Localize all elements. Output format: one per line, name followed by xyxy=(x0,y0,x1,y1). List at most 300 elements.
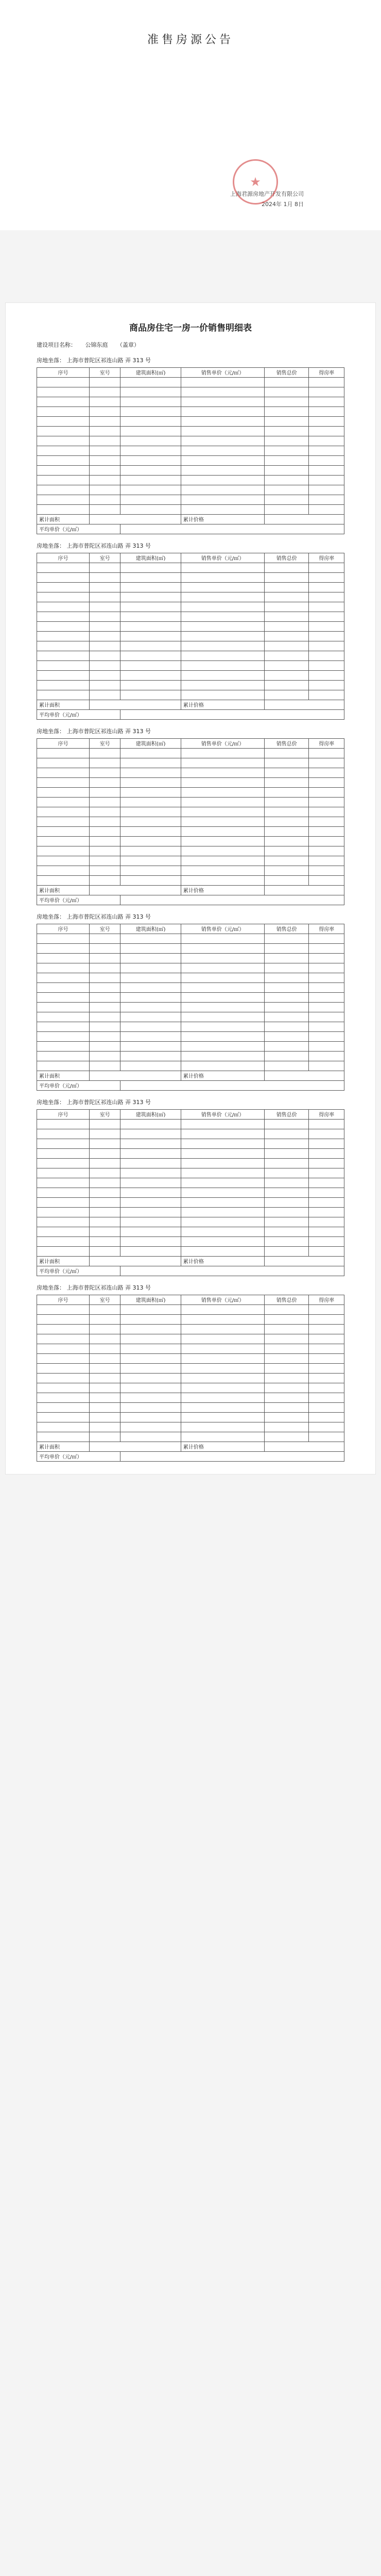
table-cell xyxy=(309,416,344,426)
column-header: 室号 xyxy=(89,1109,120,1119)
table-row xyxy=(37,768,344,777)
table-cell xyxy=(89,1129,120,1139)
table-cell xyxy=(265,426,309,436)
table-cell xyxy=(181,758,264,768)
table-cell xyxy=(265,1168,309,1178)
table-cell xyxy=(89,377,120,387)
table-cell xyxy=(37,1022,90,1031)
summary-cell xyxy=(89,1256,181,1266)
table-cell xyxy=(120,1236,181,1246)
table-row xyxy=(37,670,344,680)
table-cell xyxy=(181,856,264,866)
table-cell xyxy=(265,406,309,416)
table-cell xyxy=(37,592,90,602)
table-row xyxy=(37,690,344,700)
table-cell xyxy=(89,1002,120,1012)
table-cell xyxy=(89,1393,120,1402)
column-header: 建筑面积(㎡) xyxy=(120,553,181,563)
table-cell xyxy=(265,475,309,485)
table-row xyxy=(37,826,344,836)
price-table xyxy=(37,738,344,905)
table-cell xyxy=(89,397,120,406)
table-row xyxy=(37,426,344,436)
column-header: 销售单价（元/㎡） xyxy=(181,1295,264,1304)
table-cell xyxy=(309,963,344,973)
column-header: 销售单价（元/㎡） xyxy=(181,924,264,934)
table-row xyxy=(37,1139,344,1148)
table-cell xyxy=(181,475,264,485)
table-cell xyxy=(37,1227,90,1236)
table-cell xyxy=(181,631,264,641)
table-cell xyxy=(309,631,344,641)
summary-row xyxy=(37,514,344,524)
summary-cell: 累计面积 xyxy=(37,700,90,709)
column-header: 销售总价 xyxy=(265,738,309,748)
table-cell xyxy=(89,1402,120,1412)
table-cell xyxy=(37,953,90,963)
table-cell xyxy=(309,768,344,777)
table-row xyxy=(37,1227,344,1236)
table-row xyxy=(37,1422,344,1432)
price-table xyxy=(37,1109,344,1276)
table-cell xyxy=(181,846,264,856)
table-cell xyxy=(37,807,90,817)
table-cell xyxy=(265,953,309,963)
table-row xyxy=(37,397,344,406)
table-cell xyxy=(181,563,264,572)
table-cell xyxy=(181,1002,264,1012)
table-cell xyxy=(265,465,309,475)
table-cell xyxy=(120,1188,181,1197)
table-cell xyxy=(89,1432,120,1442)
table-row xyxy=(37,943,344,953)
table-cell xyxy=(181,1217,264,1227)
building-address: 房地坐落： 上海市普陀区祁连山路 弄 313 号 xyxy=(37,542,151,549)
table-cell xyxy=(265,748,309,758)
table-cell xyxy=(265,836,309,846)
table-cell xyxy=(265,602,309,612)
table-cell xyxy=(181,1119,264,1129)
table-cell xyxy=(120,563,181,572)
table-cell xyxy=(309,787,344,797)
table-cell xyxy=(37,416,90,426)
table-cell xyxy=(265,1373,309,1383)
table-cell xyxy=(37,1207,90,1217)
table-cell xyxy=(181,1324,264,1334)
column-header: 销售单价（元/㎡） xyxy=(181,1109,264,1119)
table-cell xyxy=(309,807,344,817)
column-header: 建筑面积(㎡) xyxy=(120,924,181,934)
table-cell xyxy=(309,758,344,768)
table-cell xyxy=(89,1344,120,1353)
summary-cell: 累计面积 xyxy=(37,1442,90,1451)
table-cell xyxy=(265,1412,309,1422)
table-cell xyxy=(265,1188,309,1197)
table-cell xyxy=(89,670,120,680)
table-cell xyxy=(89,612,120,621)
table-cell xyxy=(37,963,90,973)
table-cell xyxy=(181,660,264,670)
table-cell xyxy=(37,563,90,572)
table-cell xyxy=(89,387,120,397)
table-cell xyxy=(309,1422,344,1432)
table-cell xyxy=(181,465,264,475)
table-cell xyxy=(89,1207,120,1217)
table-cell xyxy=(37,621,90,631)
average-row xyxy=(37,895,344,905)
table-cell xyxy=(37,1119,90,1129)
table-cell xyxy=(120,660,181,670)
table-cell xyxy=(89,690,120,700)
table-cell xyxy=(265,504,309,514)
table-cell xyxy=(120,1432,181,1442)
table-row xyxy=(37,807,344,817)
table-cell xyxy=(265,963,309,973)
table-cell xyxy=(37,1304,90,1314)
table-cell xyxy=(120,592,181,602)
table-cell xyxy=(120,1324,181,1334)
table-row xyxy=(37,777,344,787)
summary-cell: 累计价格 xyxy=(181,700,264,709)
table-cell xyxy=(120,836,181,846)
table-cell xyxy=(89,1412,120,1422)
table-cell xyxy=(265,397,309,406)
table-cell xyxy=(265,1236,309,1246)
table-row xyxy=(37,651,344,660)
table-cell xyxy=(265,943,309,953)
table-cell xyxy=(309,1061,344,1071)
table-cell xyxy=(37,1314,90,1324)
table-cell xyxy=(181,1129,264,1139)
table-cell xyxy=(89,1051,120,1061)
table-row xyxy=(37,748,344,758)
table-row xyxy=(37,963,344,973)
table-row xyxy=(37,406,344,416)
table-cell xyxy=(309,826,344,836)
table-cell xyxy=(37,1393,90,1402)
table-cell xyxy=(120,1363,181,1373)
table-cell xyxy=(309,1197,344,1207)
table-row xyxy=(37,446,344,455)
table-cell xyxy=(309,1236,344,1246)
table-row xyxy=(37,572,344,582)
table-cell xyxy=(89,406,120,416)
table-cell xyxy=(37,377,90,387)
sign-company: 上海君源房地产开发有限公司 xyxy=(230,191,304,197)
table-cell xyxy=(37,1353,90,1363)
table-cell xyxy=(37,1217,90,1227)
table-cell xyxy=(120,748,181,758)
table-cell xyxy=(120,690,181,700)
table-cell xyxy=(265,1334,309,1344)
table-cell xyxy=(181,953,264,963)
table-cell xyxy=(181,1012,264,1022)
table-cell xyxy=(89,1031,120,1041)
table-cell xyxy=(309,446,344,455)
average-value xyxy=(120,1080,344,1090)
table-cell xyxy=(265,1119,309,1129)
table-cell xyxy=(89,934,120,943)
table-cell xyxy=(309,406,344,416)
column-header: 室号 xyxy=(89,553,120,563)
table-cell xyxy=(265,436,309,446)
table-cell xyxy=(309,1041,344,1051)
table-cell xyxy=(120,973,181,982)
table-row xyxy=(37,1158,344,1168)
table-cell xyxy=(309,1119,344,1129)
table-cell xyxy=(89,1353,120,1363)
table-cell xyxy=(309,1139,344,1148)
table-cell xyxy=(37,1012,90,1022)
notice-body xyxy=(77,62,304,176)
table-cell xyxy=(181,943,264,953)
table-cell xyxy=(120,1422,181,1432)
table-cell xyxy=(309,1168,344,1178)
table-cell xyxy=(265,1402,309,1412)
summary-cell: 累计价格 xyxy=(181,1071,264,1080)
table-cell xyxy=(309,797,344,807)
column-header: 得房率 xyxy=(309,367,344,377)
table-cell xyxy=(309,621,344,631)
table-cell xyxy=(265,641,309,651)
table-cell xyxy=(265,660,309,670)
summary-cell xyxy=(265,700,344,709)
table-cell xyxy=(37,817,90,826)
table-cell xyxy=(120,1119,181,1129)
table-row xyxy=(37,1119,344,1129)
table-cell xyxy=(89,856,120,866)
column-header: 序号 xyxy=(37,924,90,934)
summary-cell xyxy=(265,514,344,524)
table-cell xyxy=(181,377,264,387)
table-cell xyxy=(89,817,120,826)
table-cell xyxy=(181,485,264,495)
table-cell xyxy=(309,690,344,700)
table-cell xyxy=(181,866,264,875)
table-cell xyxy=(309,612,344,621)
table-cell xyxy=(37,1041,90,1051)
table-cell xyxy=(265,592,309,602)
table-cell xyxy=(89,1363,120,1373)
table-cell xyxy=(181,446,264,455)
table-cell xyxy=(181,1178,264,1188)
table-cell xyxy=(37,777,90,787)
table-cell xyxy=(120,651,181,660)
table-cell xyxy=(265,631,309,641)
table-cell xyxy=(181,787,264,797)
table-cell xyxy=(89,875,120,885)
table-cell xyxy=(89,1383,120,1393)
table-row xyxy=(37,1304,344,1314)
table-cell xyxy=(181,612,264,621)
table-cell xyxy=(309,572,344,582)
table-row xyxy=(37,631,344,641)
table-cell xyxy=(89,660,120,670)
table-cell xyxy=(89,1061,120,1071)
table-row xyxy=(37,1236,344,1246)
summary-cell xyxy=(89,514,181,524)
table-cell xyxy=(89,1304,120,1314)
table-cell xyxy=(265,416,309,426)
table-cell xyxy=(37,1422,90,1432)
table-cell xyxy=(265,1344,309,1353)
table-row xyxy=(37,1393,344,1402)
table-cell xyxy=(37,1158,90,1168)
table-cell xyxy=(181,1139,264,1148)
table-cell xyxy=(181,1197,264,1207)
table-cell xyxy=(37,856,90,866)
table-cell xyxy=(120,1178,181,1188)
table-cell xyxy=(37,1178,90,1188)
table-cell xyxy=(265,1246,309,1256)
table-cell xyxy=(265,1031,309,1041)
table-cell xyxy=(309,1178,344,1188)
table-cell xyxy=(120,826,181,836)
project-stamp: （盖章） xyxy=(117,341,140,348)
table-cell xyxy=(265,1227,309,1236)
table-row xyxy=(37,582,344,592)
table-cell xyxy=(120,455,181,465)
table-cell xyxy=(89,416,120,426)
table-row xyxy=(37,1178,344,1188)
table-cell xyxy=(89,1158,120,1168)
table-cell xyxy=(265,387,309,397)
table-cell xyxy=(309,1129,344,1139)
table-cell xyxy=(265,1022,309,1031)
table-cell xyxy=(120,934,181,943)
table-row xyxy=(37,1022,344,1031)
table-cell xyxy=(89,1324,120,1334)
column-header: 建筑面积(㎡) xyxy=(120,1295,181,1304)
table-cell xyxy=(89,953,120,963)
table-row xyxy=(37,953,344,963)
table-cell xyxy=(181,1158,264,1168)
table-cell xyxy=(89,807,120,817)
table-cell xyxy=(265,1041,309,1051)
table-cell xyxy=(89,797,120,807)
table-cell xyxy=(37,660,90,670)
table-cell xyxy=(89,582,120,592)
table-cell xyxy=(120,377,181,387)
table-cell xyxy=(37,826,90,836)
table-cell xyxy=(309,1002,344,1012)
table-cell xyxy=(120,1246,181,1256)
table-cell xyxy=(120,602,181,612)
table-cell xyxy=(181,670,264,680)
table-cell xyxy=(265,621,309,631)
table-cell xyxy=(181,807,264,817)
column-header: 销售总价 xyxy=(265,1109,309,1119)
table-cell xyxy=(89,1168,120,1178)
table-cell xyxy=(265,1304,309,1314)
table-row xyxy=(37,455,344,465)
table-cell xyxy=(181,1061,264,1071)
table-cell xyxy=(309,1373,344,1383)
table-cell xyxy=(309,641,344,651)
table-cell xyxy=(37,787,90,797)
table-cell xyxy=(120,475,181,485)
table-cell xyxy=(181,621,264,631)
table-cell xyxy=(181,416,264,426)
table-cell xyxy=(89,1227,120,1236)
table-cell xyxy=(309,856,344,866)
table-cell xyxy=(309,1304,344,1314)
summary-cell: 累计价格 xyxy=(181,514,264,524)
average-value xyxy=(120,524,344,534)
column-header: 销售单价（元/㎡） xyxy=(181,738,264,748)
table-row xyxy=(37,992,344,1002)
table-cell xyxy=(181,1304,264,1314)
table-cell xyxy=(265,1012,309,1022)
table-cell xyxy=(120,1129,181,1139)
table-cell xyxy=(265,1178,309,1188)
table-cell xyxy=(120,416,181,426)
building-address: 房地坐落： 上海市普陀区祁连山路 弄 313 号 xyxy=(37,1098,151,1106)
table-row xyxy=(37,612,344,621)
table-cell xyxy=(89,1334,120,1344)
table-cell xyxy=(309,1012,344,1022)
table-cell xyxy=(89,758,120,768)
table-row xyxy=(37,465,344,475)
table-cell xyxy=(37,748,90,758)
table-row xyxy=(37,1373,344,1383)
column-header: 销售总价 xyxy=(265,367,309,377)
table-cell xyxy=(37,1002,90,1012)
table-cell xyxy=(120,797,181,807)
notice-title: 准售房源公告 xyxy=(147,33,234,46)
table-cell xyxy=(181,1188,264,1197)
table-cell xyxy=(120,397,181,406)
table-cell xyxy=(309,1022,344,1031)
column-header: 销售总价 xyxy=(265,1295,309,1304)
table-cell xyxy=(309,953,344,963)
table-cell xyxy=(37,406,90,416)
table-row xyxy=(37,1383,344,1393)
table-cell xyxy=(89,1373,120,1383)
table-cell xyxy=(309,777,344,787)
table-row xyxy=(37,660,344,670)
table-row xyxy=(37,758,344,768)
table-cell xyxy=(37,1344,90,1353)
price-sheet xyxy=(5,302,376,1475)
column-header: 序号 xyxy=(37,1109,90,1119)
table-cell xyxy=(265,680,309,690)
table-cell xyxy=(120,953,181,963)
table-row xyxy=(37,387,344,397)
table-cell xyxy=(265,1051,309,1061)
column-header: 得房率 xyxy=(309,553,344,563)
table-cell xyxy=(181,641,264,651)
average-row xyxy=(37,1080,344,1090)
table-cell xyxy=(120,1207,181,1217)
table-cell xyxy=(265,455,309,465)
column-header: 得房率 xyxy=(309,1295,344,1304)
table-cell xyxy=(89,495,120,504)
table-cell xyxy=(309,1412,344,1422)
table-cell xyxy=(120,992,181,1002)
table-cell xyxy=(120,768,181,777)
project-name: 公锦东庭 xyxy=(85,341,108,348)
column-header: 序号 xyxy=(37,367,90,377)
table-row xyxy=(37,1148,344,1158)
table-cell xyxy=(309,866,344,875)
table-cell xyxy=(89,1217,120,1227)
average-value xyxy=(120,1266,344,1276)
column-header: 室号 xyxy=(89,1295,120,1304)
table-cell xyxy=(89,602,120,612)
table-cell xyxy=(309,1334,344,1344)
table-cell xyxy=(89,1314,120,1324)
